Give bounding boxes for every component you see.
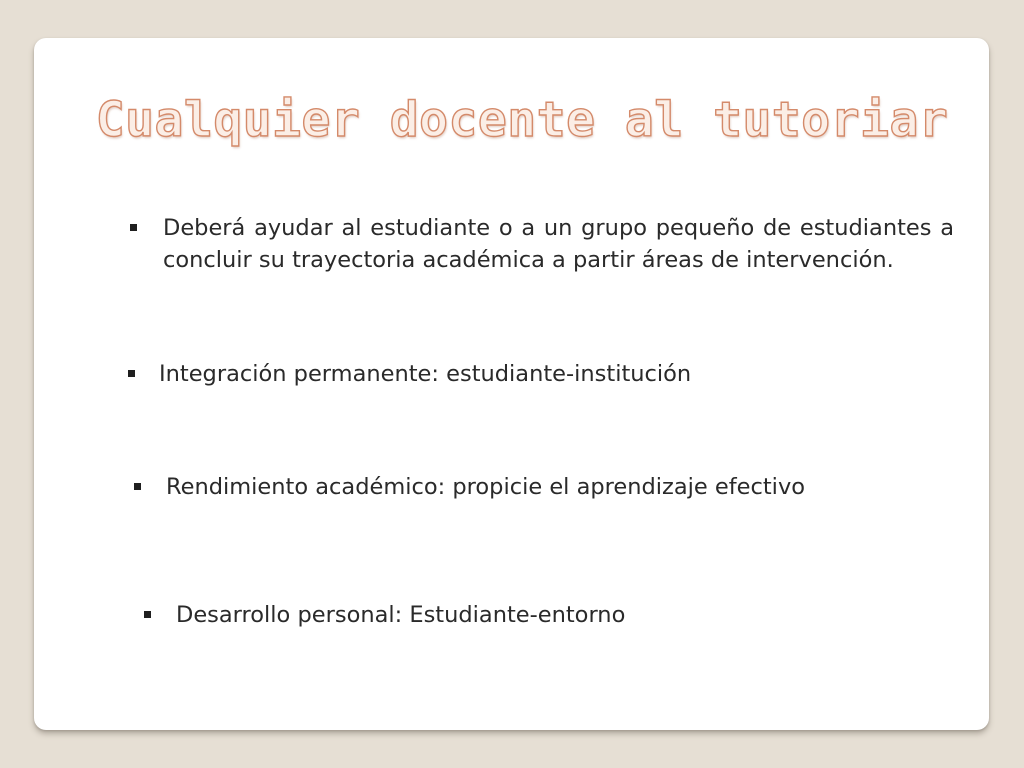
slide-canvas: [34, 38, 989, 730]
bullet-text: Desarrollo personal: Estudiante-entorno: [176, 602, 626, 628]
bullet-text: Deberá ayudar al estudiante o a un grupo pequeño de estudiantes a concluir su trayectoria académica a partir áreas de intervención.: [163, 215, 954, 273]
bullet-text: Integración permanente: estudiante-institución: [159, 361, 692, 387]
square-bullet-icon: [144, 611, 151, 618]
bullet-text: Rendimiento académico: propicie el aprendizaje efectivo: [166, 474, 806, 500]
square-bullet-icon: [128, 370, 135, 377]
bullet-item: [130, 212, 954, 276]
bullet-item: [134, 471, 805, 503]
bullet-item: [128, 358, 691, 390]
square-bullet-icon: [130, 224, 137, 231]
slide-title: Cualquier docente al tutoriar: [95, 92, 949, 148]
square-bullet-icon: [134, 483, 141, 490]
bullet-item: [144, 599, 625, 631]
